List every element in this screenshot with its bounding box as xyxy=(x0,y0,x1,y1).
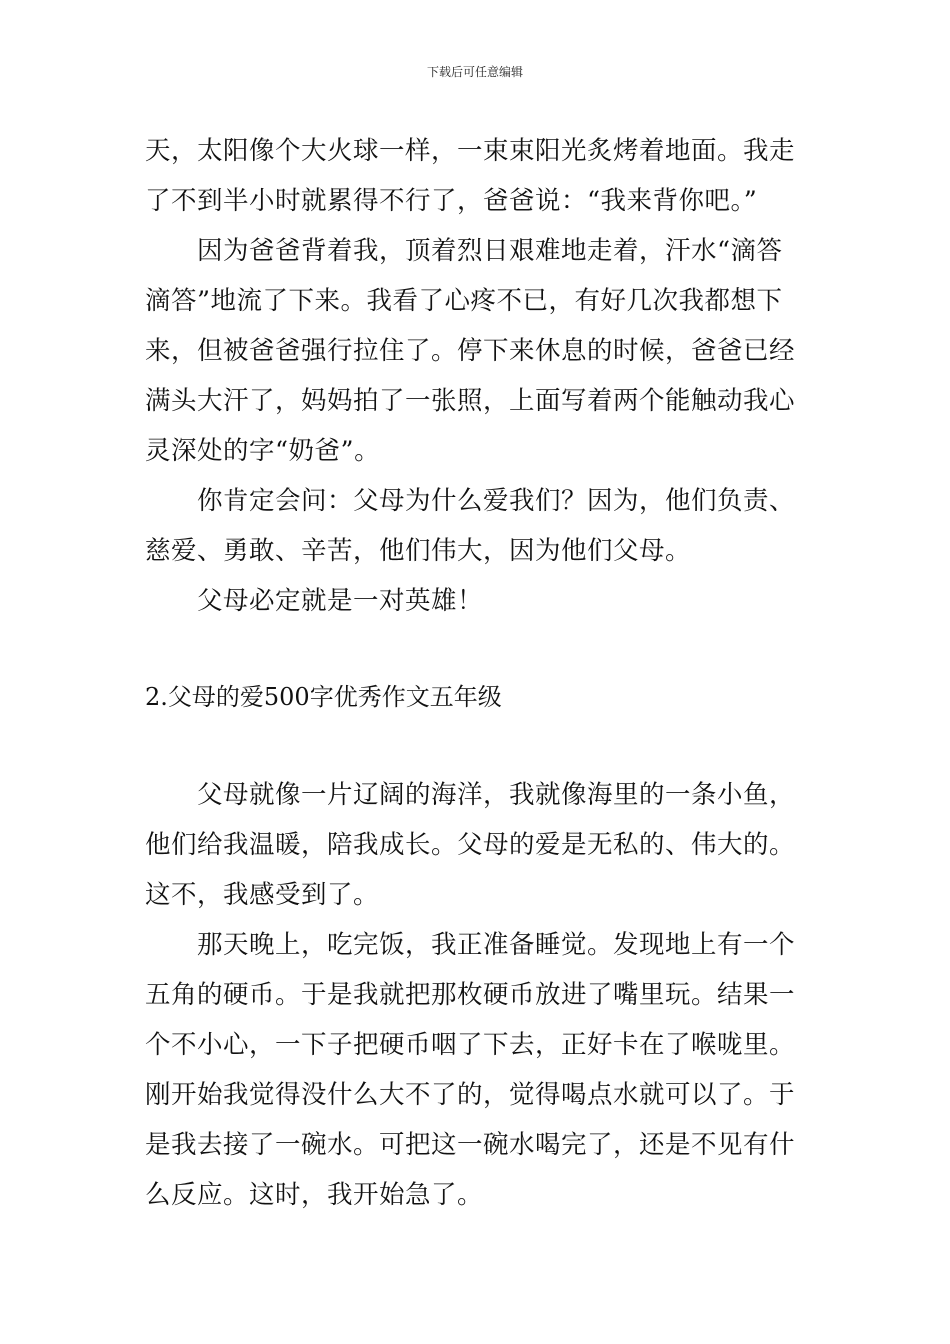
text-line: 满头大汗了，妈妈拍了一张照，上面写着两个能触动我心 xyxy=(145,386,796,416)
text-line: 天，太阳像个大火球一样，一束束阳光炙烤着地面。我走 xyxy=(145,136,796,166)
text-line: 是我去接了一碗水。可把这一碗水喝完了，还是不见有什 xyxy=(145,1130,796,1160)
text-line: 了不到半小时就累得不行了，爸爸说：“我来背你吧。” xyxy=(145,186,758,216)
text-line: 因为爸爸背着我，顶着烈日艰难地走着，汗水“滴答 xyxy=(197,236,783,266)
text-line: 父母必定就是一对英雄！ xyxy=(197,586,484,616)
page-header: 下载后可任意编辑 xyxy=(426,65,523,79)
text-line: 这不，我感受到了。 xyxy=(145,880,380,910)
text-line: 个不小心，一下子把硬币咽了下去，正好卡在了喉咙里。 xyxy=(145,1030,796,1060)
text-line: 那天晚上，吃完饭，我正准备睡觉。发现地上有一个 xyxy=(197,930,796,960)
text-line: 你肯定会问：父母为什么爱我们？因为，他们负责、 xyxy=(197,486,796,516)
text-line: 他们给我温暖，陪我成长。父母的爱是无私的、伟大的。 xyxy=(145,830,796,860)
section-heading: 2.父母的爱500字优秀作文五年级 xyxy=(145,683,502,711)
text-line: 父母就像一片辽阔的海洋，我就像海里的一条小鱼， xyxy=(197,780,796,810)
text-line: 灵深处的字“奶爸”。 xyxy=(145,436,381,466)
text-line: 么反应。这时，我开始急了。 xyxy=(145,1180,484,1210)
text-line: 刚开始我觉得没什么大不了的，觉得喝点水就可以了。于 xyxy=(145,1080,796,1110)
text-line: 慈爱、勇敢、辛苦，他们伟大，因为他们父母。 xyxy=(145,536,692,566)
text-line: 来，但被爸爸强行拉住了。停下来休息的时候，爸爸已经 xyxy=(145,336,796,366)
text-line: 滴答”地流了下来。我看了心疼不已，有好几次我都想下 xyxy=(145,286,783,316)
text-line: 五角的硬币。于是我就把那枚硬币放进了嘴里玩。结果一 xyxy=(145,980,796,1010)
